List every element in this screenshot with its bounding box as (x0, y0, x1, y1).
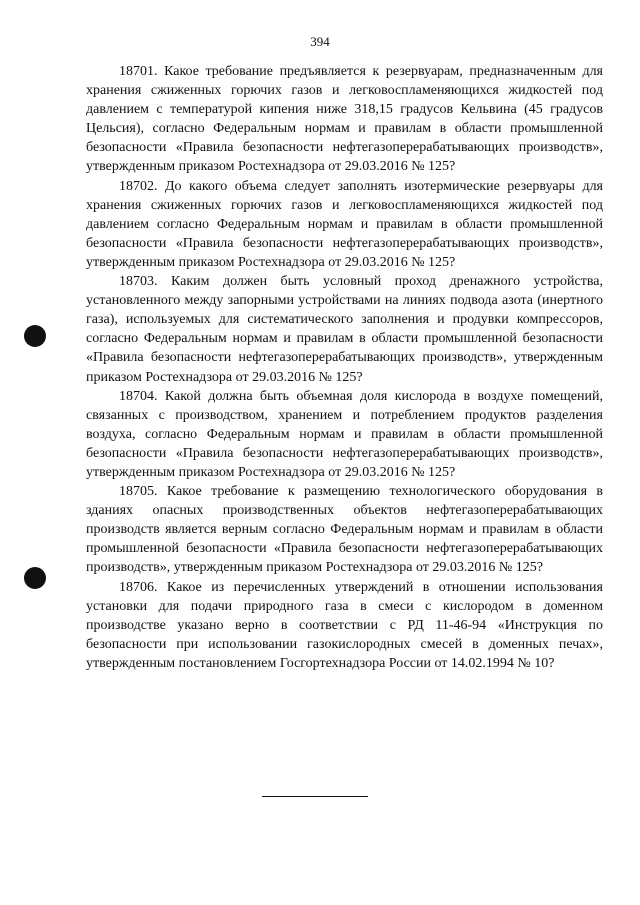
footer-rule (262, 796, 368, 797)
punch-hole-upper (24, 325, 46, 347)
punch-hole-lower (24, 567, 46, 589)
question-18702: 18702. До какого объема следует заполнять изотермические резервуары для хранения сжиженных горючих газов и легковоспламеняющихся жидкостей под давлением согласно Федеральным нормам и правилам в области промышленной безопасности «Правила безопасности нефтегазоперерабатывающих производств», утвержденным приказом Ростехнадзора от 29.03.2016 № 125? (86, 178, 603, 270)
question-18703: 18703. Каким должен быть условный проход дренажного устройства, установленного между запорными устройствами на линиях подвода азота (инертного газа), используемых для систематического заполнения и продувки компрессоров, согласно Федеральным нормам и правилам в области промышленной безопасности «Правила безопасности нефтегазоперерабатывающих производств», утвержденным приказом Ростехнадзора от 29.03.2016 № 125? (86, 274, 603, 385)
question-18704: 18704. Какой должна быть объемная доля кислорода в воздухе помещений, связанных с производством, хранением и потреблением продуктов разделения воздуха, согласно Федеральным нормам и правилам в области промышленной безопасности «Правила безопасности нефтегазоперерабатывающих производств», утвержденным приказом Ростехнадзора от 29.03.2016 № 125? (86, 388, 603, 480)
page-number: 394 (310, 34, 330, 49)
question-18706: 18706. Какое из перечисленных утверждений в отношении использования установки для подачи природного газа в смеси с кислородом в доменном производстве указано верно в соответствии с РД 11-46-94 «Инструкция по безопасности при использовании газокислородных смесей в доменных печах», утвержденным постановлением Госгортехнадзора России от 14.02.1994 № 10? (86, 579, 603, 671)
question-18701: 18701. Какое требование предъявляется к резервуарам, предназначенным для хранения сжиженных горючих газов и легковоспламеняющихся жидкостей под давлением с температурой кипения ниже 318,15 градусов Кельвина (45 градусов Цельсия), согласно Федеральным нормам и правилам в области промышленной безопасности «Правила безопасности нефтегазоперерабатывающих производств», утвержденным приказом Ростехнадзора от 29.03.2016 № 125? (86, 64, 603, 175)
question-list (86, 62, 603, 673)
question-18705: 18705. Какое требование к размещению технологического оборудования в зданиях опасных производственных объектов нефтегазоперерабатывающих производств является верным согласно Федеральным нормам и правилам в области промышленной безопасности «Правила безопасности нефтегазоперерабатывающих производств», утвержденным приказом Ростехнадзора от 29.03.2016 № 125? (86, 484, 603, 576)
